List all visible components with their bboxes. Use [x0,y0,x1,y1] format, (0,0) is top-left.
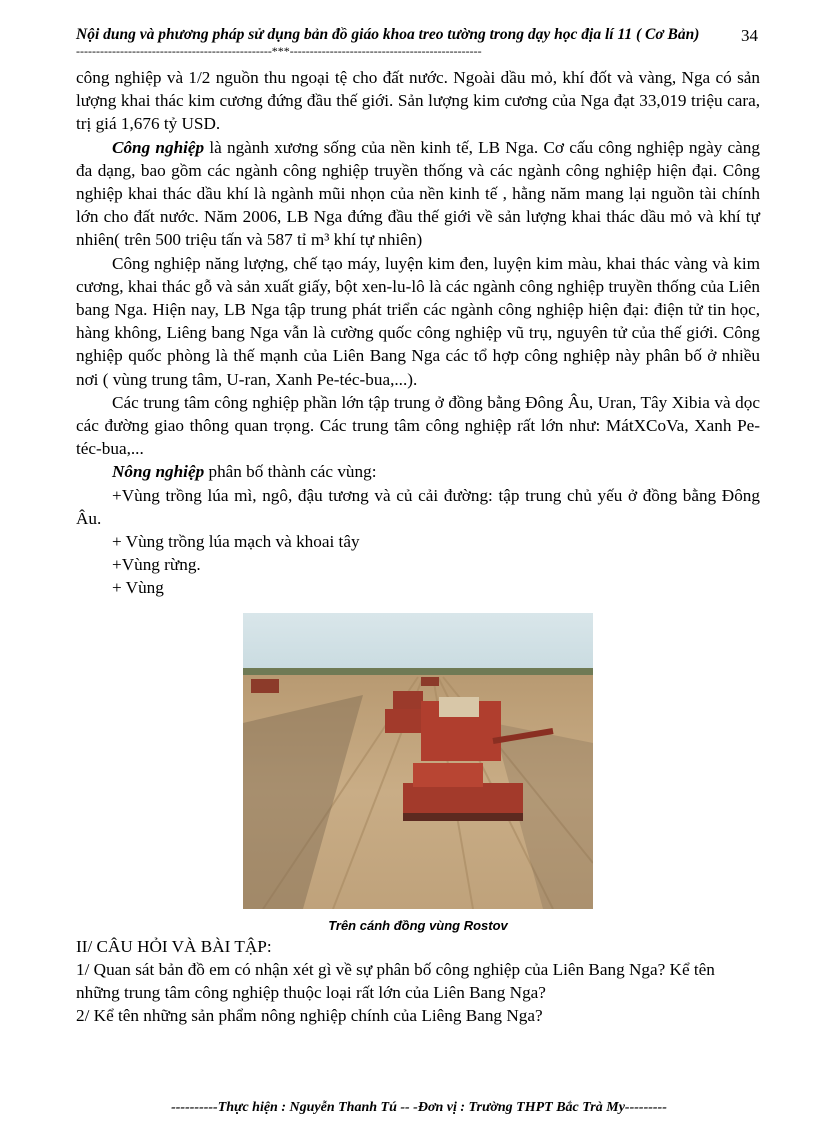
list-item-forest-region: +Vùng rừng. [112,555,201,575]
questions-section [76,935,760,1027]
page-number: 34 [741,26,758,45]
paragraph-agriculture [76,460,760,483]
figure-caption: Trên cánh đồng vùng Rostov [328,918,508,933]
list-item-wheat-region: +Vùng trồng lúa mì, ngô, đậu tương và củ cải đường: tập trung chủ yếu ở đồng bằng Đông Âu. [76,485,760,528]
harvest-field-photo [243,613,593,909]
page-footer: ----------Thực hiện : Nguyễn Thanh Tú -- -Đơn vị : Trường THPT Bắc Trà My--------- [171,1100,667,1115]
main-content [76,66,760,600]
list-item-barley-region: + Vùng trồng lúa mạch và khoai tây [112,532,360,552]
header-separator: -------------------------------------------------***------------------------------------------------ [76,44,482,58]
question-2: 2/ Kể tên những sản phẩm nông nghiệp chính của Liêng Bang Nga? [76,1006,543,1025]
question-1: 1/ Quan sát bản đồ em có nhận xét gì về sự phân bố công nghiệp của Liên Bang Nga? Kể tên những trung tâm công nghiệp thuộc loại rất lớn của Liên Bang Nga? [76,960,715,1002]
paragraph-resources: công nghiệp và 1/2 nguồn thu ngoại tệ cho đất nước. Ngoài dầu mỏ, khí đốt và vàng, Nga có sản lượng khai thác kim cương đứng đầu thế giới. Sản lượng kim cương của Nga đạt 33,019 triệu cara, trị giá 1,676 tỷ USD. [76,68,760,134]
page-header-title: Nội dung và phương pháp sử dụng bản đồ giáo khoa treo tường trong dạy học địa lí 11 ( Cơ Bản) [76,26,700,43]
paragraph-industry-centers: Các trung tâm công nghiệp phần lớn tập trung ở đồng bằng Đông Âu, Uran, Tây Xibia và dọc các đường giao thông quan trọng. Các trung tâm công nghiệp rất lớn như: MátXCoVa, Xanh Pe-téc-bua,... [76,392,760,459]
agriculture-text: phân bố thành các vùng: [204,462,377,482]
paragraph-industry [76,136,760,252]
industry-term: Công nghiệp [112,137,205,157]
paragraph-industry-sectors: Công nghiệp năng lượng, chế tạo máy, luyện kim đen, luyện kim màu, khai thác vàng và kim cương, khai thác gỗ và sản xuất giấy, bột xen-lu-lô là các ngành công nghiệp truyền thống của Liên bang Nga. Hiện nay, LB Nga tập trung phát triển các ngành công nghiệp hiện đại: điện tử tin học, hàng không, Liêng bang Nga vẫn là cường quốc công nghiệp vũ trụ, nguyên tử của thế giới. Công nghiệp quốc phòng là thế mạnh của Liên Bang Nga các tổ hợp công nghiệp này phân bố ở nhiều nơi ( vùng trung tâm, U-ran, Xanh Pe-téc-bua,...). [76,253,760,389]
agriculture-term: Nông nghiệp [112,462,205,482]
questions-heading: II/ CÂU HỎI VÀ BÀI TẬP: [76,937,272,956]
list-item-region: + Vùng [112,578,164,598]
industry-text: là ngành xương sống của nền kinh tế, LB Nga. Cơ cấu công nghiệp ngày càng đa dạng, bao gồm các ngành công nghiệp truyền thống và các ngành công nghiệp hiện đại. Công nghiệp khai thác dầu khí là ngành mũi nhọn của nền kinh tế , hằng năm mang lại nguồn tài chính lớn cho đất nước. Năm 2006, LB Nga đứng đầu thế giới về sản lượng khai thác dầu mỏ và khí tự nhiên( trên 500 triệu tấn và 587 tỉ m³ khí tự nhiên) [76,137,760,250]
